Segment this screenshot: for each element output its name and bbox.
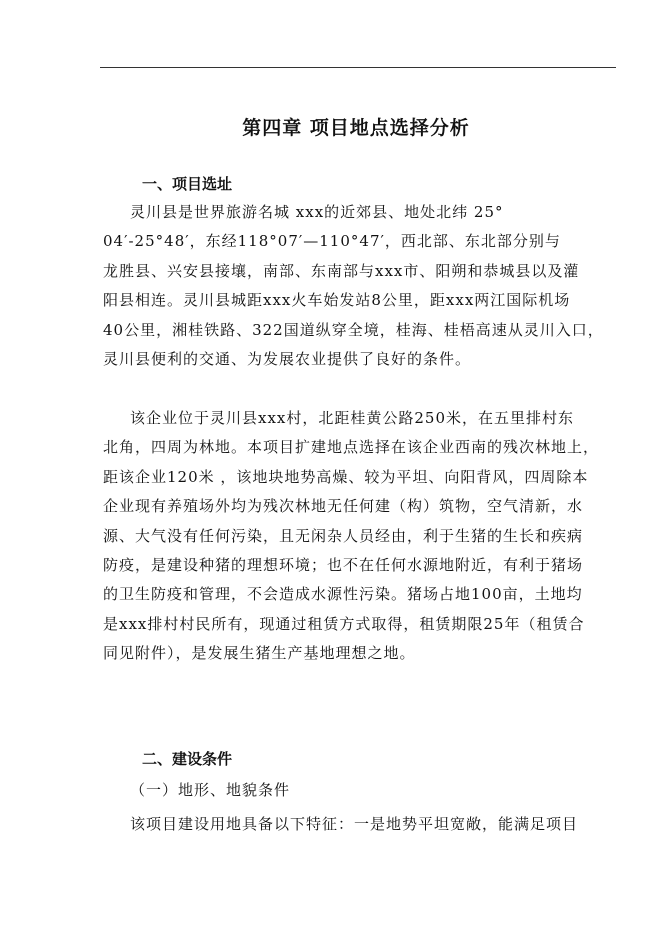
- text-line: 该企业位于灵川县xxx村，北距桂黄公路250米，在五里排村东: [130, 409, 575, 427]
- text-line: 企业现有养殖场外均为残次林地无任何建（构）筑物，空气清新，水: [103, 497, 584, 516]
- text-line: 04′-25°48′，东经118°07′—110°47′，西北部、东北部分别与: [103, 232, 561, 251]
- sub-heading-terrain: （一）地形、地貌条件: [130, 781, 291, 799]
- section-heading-construction-conditions: 二、建设条件: [142, 750, 233, 768]
- text-line: 灵川县便利的交通、为发展农业提供了良好的条件。: [103, 350, 472, 369]
- header-rule: [100, 67, 616, 68]
- text-line: 距该企业120米 ，该地块地势高燥、较为平坦、向阳背风，四周除本: [103, 467, 589, 486]
- paragraph-terrain: [103, 810, 619, 839]
- text-line: 40公里，湘桂铁路、322国道纵穿全境，桂海、桂梧高速从灵川入口，: [103, 320, 604, 339]
- text-line: 防疫，是建设种猪的理想环境；也不在任何水源地附近，有利于猪场: [103, 556, 584, 575]
- text-line: 北角，四周为林地。本项目扩建地点选择在该企业西南的残次林地上，: [103, 438, 600, 457]
- text-line: 阳县相连。灵川县城距xxx火车始发站8公里，距xxx两江国际机场: [103, 291, 571, 310]
- text-line: 龙胜县、兴安县接壤，南部、东南部与xxx市、阳朔和恭城县以及灌: [103, 261, 580, 280]
- paragraph-location: [103, 198, 619, 374]
- section-heading-site-selection: 一、项目选址: [142, 175, 233, 193]
- text-line: 该项目建设用地具备以下特征：一是地势平坦宽敞，能满足项目: [130, 815, 579, 833]
- text-line: 灵川县是世界旅游名城 xxx的近郊县、地处北纬 25°: [130, 203, 504, 221]
- text-line: 是xxx排村村民所有，现通过租赁方式取得，租赁期限25年（租赁合: [103, 614, 585, 633]
- text-line: 源、大气没有任何污染，且无闲杂人员经由，利于生猪的生长和疾病: [103, 526, 584, 545]
- chapter-title: 第四章 项目地点选择分析: [242, 117, 470, 139]
- text-line: 同见附件），是发展生猪生产基地理想之地。: [103, 644, 416, 663]
- text-line: 的卫生防疫和管理，不会造成水源性污染。猪场占地100亩，土地均: [103, 585, 583, 604]
- paragraph-enterprise: [103, 404, 619, 669]
